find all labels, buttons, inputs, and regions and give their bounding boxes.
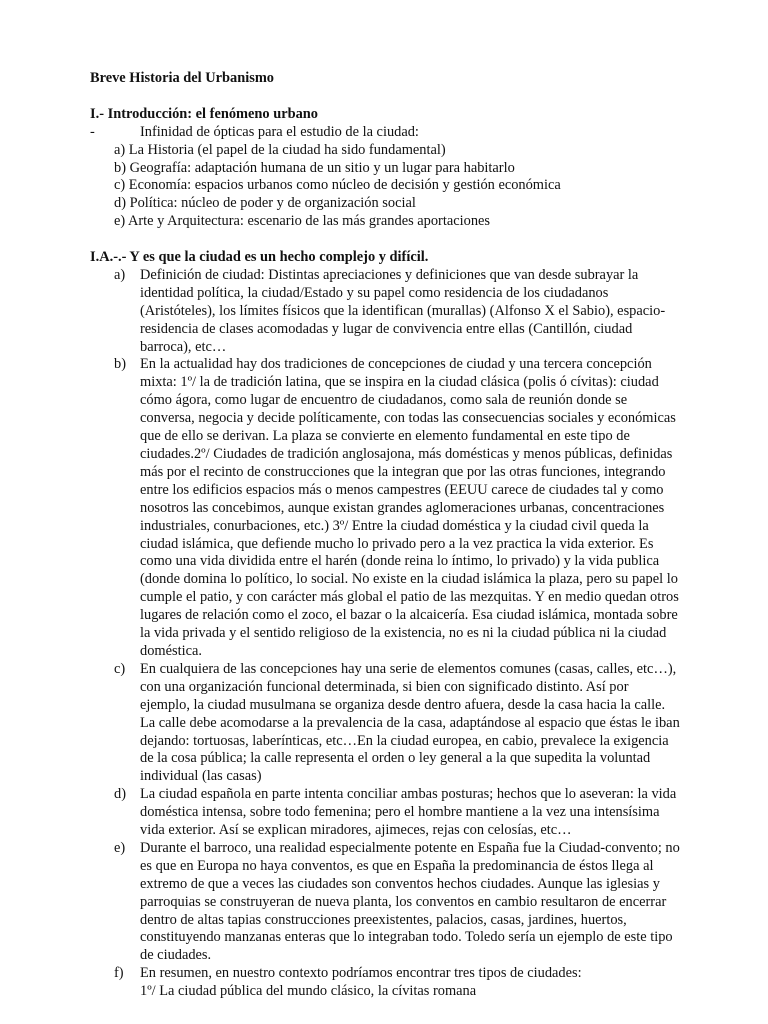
item-text-container	[140, 840, 680, 965]
intro-bullet	[90, 124, 680, 142]
item-text-container	[140, 965, 680, 1001]
items-list	[90, 267, 680, 1001]
section-heading-complejidad: I.A.-.- Y es que la ciudad es un hecho complejo y difícil.	[90, 249, 429, 266]
item-marker: d)	[114, 786, 126, 803]
item-text: En la actualidad hay dos tradiciones de concepciones de ciudad y una tercera concepción mixta: 1º/ la de tradición latina, que se inspira en la ciudad clásica (polis ó cívitas): ciudad cómo ágora, como lugar de encuentro de ciudadanos, como sala de reunión donde se conversa, negocia y decide políticamente, con todas las consecuencias sociales y económicas que de ello se derivan. La plaza se convierte en elemento fundamental en este tipo de ciudades.2º/ Ciudades de tradición anglosajona, más domésticas y menos públicas, definidas más por el recinto de construcciones que la integran que por las otras funciones, integrando entre los edificios espacios más o menos campestres (EEUU carece de ciudades tal y como nosotros las concebimos, aunque existan grandes aglomeraciones urbanas, concentraciones industriales, conurbaciones, etc.) 3º/ Entre la ciudad doméstica y la ciudad civil queda la ciudad islámica, que defiende mucho lo privado pero a la vez practica la vida exterior. Es como una vida dividida entre el harén (donde reina lo íntimo, lo privado) y la vida publica (donde domina lo político, lo social. No existe en la ciudad islámica la plaza, pero su papel lo cumple el patio, y con carácter más global el patio de las mezquitas. Y en medio quedan otros lugares de relación como el zoco, el bazar o la alcaicería. Esa ciudad islámica, montada sobre la vida privada y el sentido religioso de la existencia, no es ni la ciudad pública ni la ciudad doméstica.	[140, 356, 679, 659]
item-marker: f)	[114, 965, 124, 982]
item-text-container	[140, 786, 680, 840]
item-marker: a)	[114, 266, 126, 283]
item-text-container	[140, 267, 680, 357]
section-heading-introduccion: I.- Introducción: el fenómeno urbano	[90, 105, 318, 122]
item-marker: b)	[114, 356, 126, 373]
item-text: En cualquiera de las concepciones hay una serie de elementos comunes (casas, calles, etc…), con una organización funcional determinada, si bien con significado distinto. Así por ejemplo, la ciudad musulmana se organiza desde dentro afuera, desde la casa hacia la calle. La calle debe acomodarse a la prevalencia de la casa, adaptándose al espacio que éstas le iban dejando: tortuosas, laberínticas, etc…En la ciudad europea, en cabio, prevalece la exigencia de la cosa pública; la calle representa el orden o ley general a la que supedita la voluntad individual (las casas)	[140, 660, 680, 785]
list-item	[90, 661, 680, 786]
list-item	[90, 786, 680, 840]
list-item	[90, 267, 680, 357]
list-item	[90, 840, 680, 965]
aspect-item: b) Geografía: adaptación humana de un sitio y un lugar para habitarlo	[114, 159, 515, 176]
document-title: Breve Historia del Urbanismo	[90, 70, 275, 86]
item-marker: e)	[114, 839, 126, 856]
aspect-item: e) Arte y Arquitectura: escenario de las más grandes aportaciones	[114, 213, 491, 230]
item-text: La ciudad española en parte intenta conciliar ambas posturas; hechos que lo aseveran: la vida doméstica intensa, sobre todo femenina; pero el hombre mantiene a la vez una intensísima vida exterior. Así se explican miradores, ajimeces, rejas con celosías, etc…	[140, 786, 677, 839]
item-text-container	[140, 356, 680, 660]
aspects-list	[90, 142, 680, 232]
aspect-item: c) Economía: espacios urbanos como núcleo de decisión y gestión económica	[114, 177, 561, 194]
item-continuation-text: 1º/ La ciudad pública del mundo clásico, la cívitas romana	[140, 983, 477, 1000]
list-item	[90, 356, 680, 660]
aspect-item: d) Política: núcleo de poder y de organización social	[114, 195, 416, 212]
aspect-item: a) La Historia (el papel de la ciudad ha sido fundamental)	[114, 141, 446, 158]
list-item	[90, 965, 680, 1001]
item-marker: c)	[114, 660, 126, 677]
item-text: Definición de ciudad: Distintas apreciaciones y definiciones que van desde subrayar la identidad política, la ciudad/Estado y su papel como residencia de los ciudadanos (Aristóteles), los límites físicos que la identifican (murallas) (Alfonso X el Sabio), espacio-residencia de clases acomodadas y lugar de convivencia entre ellas (Cantillón, ciudad barroca), etc…	[140, 266, 666, 355]
item-text-container	[140, 661, 680, 786]
intro-text: Infinidad de ópticas para el estudio de la ciudad:	[140, 123, 419, 140]
dash-marker: -	[90, 123, 95, 140]
item-text: Durante el barroco, una realidad especialmente potente en España fue la Ciudad-convento; no es que en Europa no haya conventos, es que en España la predominancia de éstos llega al extremo de que a veces las ciudades son conventos hechos ciudades. Aunque las iglesias y parroquias se construyeran de nueva planta, los conventos en cambio resultaron de encerrar dentro de altas tapias construcciones preexistentes, palacios, casas, jardines, huertos, constituyendo manzanas enteras que lo integraban todo. Toledo sería un ejemplo de este tipo de ciudades.	[140, 839, 680, 964]
item-text: En resumen, en nuestro contexto podríamos encontrar tres tipos de ciudades:	[140, 965, 582, 982]
